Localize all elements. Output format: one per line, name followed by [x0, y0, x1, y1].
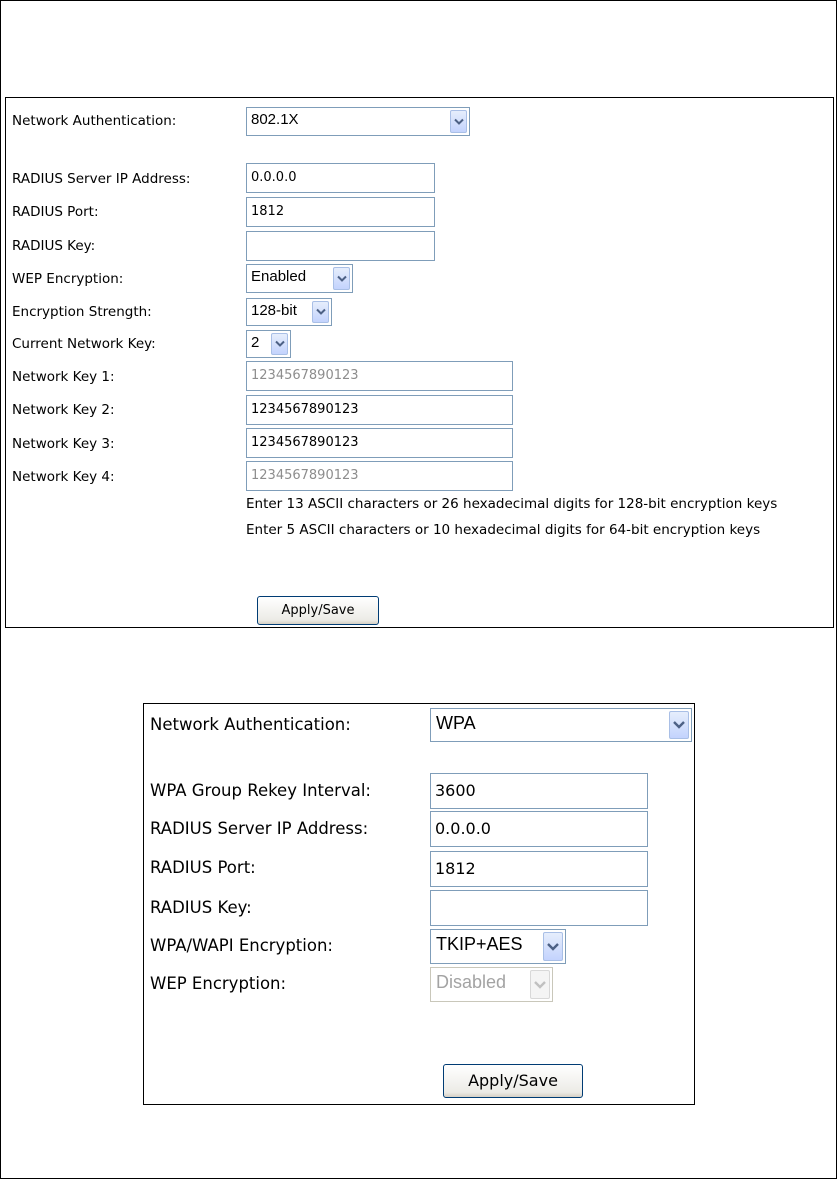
wep-encryption-select[interactable]	[430, 967, 553, 1002]
radius-key-label: RADIUS Key:	[150, 898, 252, 917]
wep-encryption-value: Enabled	[251, 268, 307, 285]
encryption-strength-select[interactable]	[246, 298, 332, 326]
current-network-key-select[interactable]	[246, 330, 291, 358]
apply-save-button[interactable]: Apply/Save	[257, 596, 379, 625]
encryption-strength-label: Encryption Strength:	[12, 304, 152, 320]
apply-save-button[interactable]: Apply/Save	[443, 1064, 583, 1098]
radius-port-input[interactable]: 1812	[246, 197, 435, 227]
radius-port-label: RADIUS Port:	[12, 204, 99, 220]
network-key-2-input[interactable]: 1234567890123	[246, 395, 513, 425]
radius-key-input[interactable]	[246, 231, 435, 261]
chevron-down-icon[interactable]	[312, 301, 329, 323]
wpa-group-rekey-interval-input[interactable]: 3600	[430, 773, 648, 809]
radius-server-ip-label: RADIUS Server IP Address:	[12, 171, 191, 187]
network-key-1-label: Network Key 1:	[12, 369, 115, 385]
network-key-1-input[interactable]: 1234567890123	[246, 361, 513, 391]
network-key-3-label: Network Key 3:	[12, 436, 115, 452]
current-network-key-label: Current Network Key:	[12, 336, 156, 352]
wep-encryption-value: Disabled	[436, 972, 507, 992]
chevron-down-icon[interactable]	[669, 711, 689, 739]
radius-key-label: RADIUS Key:	[12, 238, 96, 254]
radius-port-label: RADIUS Port:	[150, 858, 256, 877]
hint-128-bit: Enter 13 ASCII characters or 26 hexadecimal digits for 128-bit encryption keys	[246, 496, 778, 512]
network-authentication-label: Network Authentication:	[12, 113, 177, 129]
encryption-strength-value: 128-bit	[251, 302, 297, 319]
network-key-4-label: Network Key 4:	[12, 469, 115, 485]
network-authentication-select[interactable]	[246, 107, 470, 136]
panel-8021x-settings	[5, 97, 834, 628]
network-key-2-label: Network Key 2:	[12, 402, 115, 418]
wpa-group-rekey-interval-label: WPA Group Rekey Interval:	[150, 781, 371, 800]
wep-encryption-label: WEP Encryption:	[12, 271, 124, 287]
chevron-down-icon[interactable]	[543, 932, 563, 961]
chevron-down-icon[interactable]	[271, 333, 288, 355]
chevron-down-icon[interactable]	[530, 970, 550, 999]
chevron-down-icon[interactable]	[450, 110, 467, 133]
wpa-wapi-encryption-label: WPA/WAPI Encryption:	[150, 936, 333, 955]
panel-wpa-settings	[143, 703, 695, 1105]
network-authentication-label: Network Authentication:	[150, 715, 351, 734]
radius-server-ip-input[interactable]: 0.0.0.0	[246, 163, 435, 193]
chevron-down-icon[interactable]	[333, 267, 350, 290]
wpa-wapi-encryption-value: TKIP+AES	[436, 934, 523, 954]
wep-encryption-select[interactable]	[246, 264, 353, 293]
radius-server-ip-label: RADIUS Server IP Address:	[150, 819, 369, 838]
network-authentication-select[interactable]	[430, 708, 692, 742]
current-network-key-value: 2	[251, 334, 260, 351]
hint-64-bit: Enter 5 ASCII characters or 10 hexadecimal digits for 64-bit encryption keys	[246, 522, 761, 538]
radius-server-ip-input[interactable]: 0.0.0.0	[430, 811, 648, 847]
wep-encryption-label: WEP Encryption:	[150, 974, 287, 993]
network-authentication-value: WPA	[436, 713, 476, 733]
network-key-3-input[interactable]: 1234567890123	[246, 428, 513, 458]
network-key-4-input[interactable]: 1234567890123	[246, 461, 513, 491]
wpa-wapi-encryption-select[interactable]	[430, 929, 566, 964]
radius-key-input[interactable]	[430, 890, 648, 926]
network-authentication-value: 802.1X	[251, 111, 299, 128]
radius-port-input[interactable]: 1812	[430, 851, 648, 887]
